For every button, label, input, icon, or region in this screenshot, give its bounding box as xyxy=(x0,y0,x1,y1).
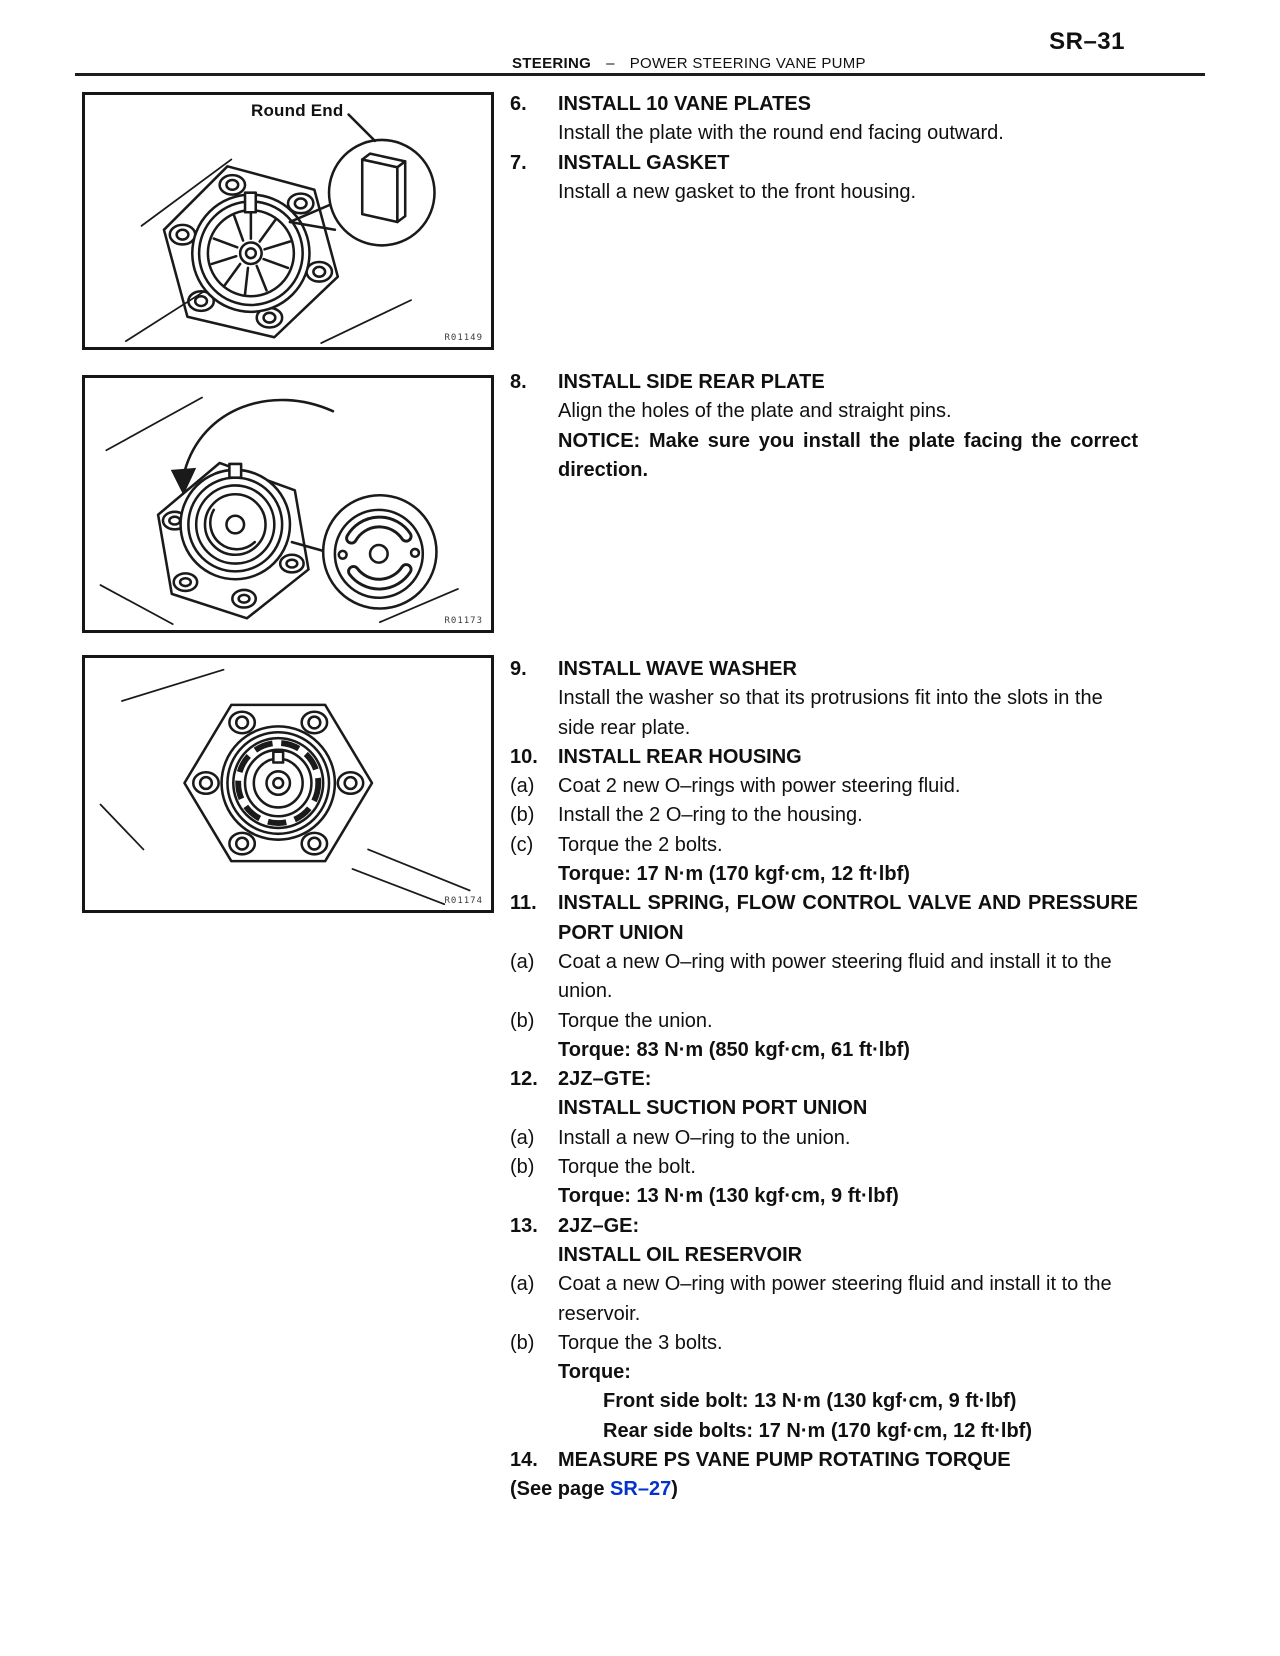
instruction-text: Align the holes of the plate and straight pins. xyxy=(558,400,952,423)
sub-step-text-line xyxy=(510,831,1138,860)
sub-step-text: Coat a new O–ring with power steering fluid and install it to the union. xyxy=(558,950,1112,1003)
sub-step-text: Coat 2 new O–rings with power steering fluid. xyxy=(558,775,961,798)
step-number: 11. xyxy=(510,892,537,915)
page-link-sr27[interactable]: SR–27 xyxy=(610,1478,672,1501)
step-heading: INSTALL WAVE WASHER xyxy=(558,658,797,680)
sub-step-text: Install the 2 O–ring to the housing. xyxy=(558,804,863,827)
see-page-text: ) xyxy=(671,1478,678,1501)
sub-step-text-line xyxy=(510,1329,1138,1358)
step-heading-line xyxy=(510,90,1138,119)
step-number: (b) xyxy=(510,1009,535,1032)
step-heading: INSTALL GASKET xyxy=(558,151,730,174)
figure-code: R01149 xyxy=(444,333,483,343)
notice-text: NOTICE: Make sure you install the plate facing the correct direction. xyxy=(558,429,1138,481)
torque-spec-line xyxy=(510,1182,1138,1211)
page-number: SR–31 xyxy=(1049,28,1125,55)
sub-step-text-line xyxy=(510,948,1138,1007)
sub-step-text-line xyxy=(510,801,1138,830)
sub-step-text-line xyxy=(510,1124,1138,1153)
text-block-3 xyxy=(510,655,1138,1505)
step-number: (a) xyxy=(510,950,535,973)
instruction-text: Install a new gasket to the front housing. xyxy=(558,180,916,203)
breadcrumb xyxy=(512,55,866,72)
step-heading-line xyxy=(510,1212,1138,1241)
sub-step-text: Torque the 2 bolts. xyxy=(558,833,723,856)
instruction-text-line xyxy=(510,119,1138,148)
torque-spec-detail: Front side bolt: 13 N·m (130 kgf·cm, 9 ft·lbf) xyxy=(603,1390,1017,1413)
torque-spec: Torque: 17 N·m (170 kgf·cm, 12 ft·lbf) xyxy=(558,863,910,886)
figure-vane-plates xyxy=(82,92,494,350)
wave-washer-illustration xyxy=(85,658,491,910)
sub-step-text: Install a new O–ring to the union. xyxy=(558,1126,851,1149)
step-heading: INSTALL SPRING, FLOW CONTROL VALVE AND PRESSURE PORT UNION xyxy=(558,892,1138,944)
instruction-text-line xyxy=(510,397,1138,426)
instruction-text-line xyxy=(510,178,1138,207)
figure-code: R01173 xyxy=(444,616,483,626)
step-number: 8. xyxy=(510,371,527,393)
figure-wave-washer xyxy=(82,655,494,913)
step-heading-line xyxy=(510,368,1138,397)
step-heading-line xyxy=(510,1065,1138,1094)
step-heading-continued-line xyxy=(510,1094,1138,1123)
torque-spec: Torque: xyxy=(558,1361,631,1384)
torque-spec: Torque: 13 N·m (130 kgf·cm, 9 ft·lbf) xyxy=(558,1185,899,1208)
step-number: (b) xyxy=(510,804,535,827)
figure-side-rear-plate xyxy=(82,375,494,633)
step-heading: 2JZ–GE: xyxy=(558,1214,640,1237)
step-number: (a) xyxy=(510,1273,535,1296)
notice-text-line xyxy=(510,427,1138,486)
step-number: 6. xyxy=(510,93,527,115)
breadcrumb-dash: – xyxy=(606,55,615,72)
step-heading: MEASURE PS VANE PUMP ROTATING TORQUE xyxy=(558,1449,1011,1472)
sub-step-text-line xyxy=(510,1270,1138,1329)
step-heading-continued: INSTALL SUCTION PORT UNION xyxy=(558,1097,868,1120)
step-number: 9. xyxy=(510,658,527,680)
step-heading-line xyxy=(510,743,1138,772)
step-heading: 2JZ–GTE: xyxy=(558,1068,652,1091)
step-heading-line xyxy=(510,655,1138,684)
section-title: STEERING xyxy=(512,55,592,72)
figure-code: R01174 xyxy=(444,896,483,906)
torque-spec-line xyxy=(510,1036,1138,1065)
torque-spec-detail-line xyxy=(510,1417,1138,1446)
torque-spec-detail: Rear side bolts: 17 N·m (170 kgf·cm, 12 ft·lbf) xyxy=(603,1419,1032,1442)
step-number: (a) xyxy=(510,775,535,798)
step-heading-line xyxy=(510,1446,1138,1475)
step-heading: INSTALL 10 VANE PLATES xyxy=(558,93,811,115)
step-heading-line xyxy=(510,889,1138,948)
sub-step-text: Coat a new O–ring with power steering fluid and install it to the reservoir. xyxy=(558,1273,1112,1325)
text-block-2 xyxy=(510,368,1138,485)
torque-spec: Torque: 83 N·m (850 kgf·cm, 61 ft·lbf) xyxy=(558,1038,910,1061)
torque-spec-line xyxy=(510,1358,1138,1387)
step-number: 10. xyxy=(510,745,538,768)
step-heading-continued-line xyxy=(510,1241,1138,1270)
step-number: (b) xyxy=(510,1156,535,1179)
sub-step-text-line xyxy=(510,1153,1138,1182)
instruction-text: Install the plate with the round end facing outward. xyxy=(558,122,1004,145)
step-heading: INSTALL SIDE REAR PLATE xyxy=(558,371,825,393)
see-page-text: (See page xyxy=(510,1478,611,1501)
instruction-text-line xyxy=(510,684,1138,743)
torque-spec-line xyxy=(510,860,1138,889)
step-number: 7. xyxy=(510,151,527,174)
step-heading-line xyxy=(510,149,1138,178)
sub-step-text: Torque the union. xyxy=(558,1009,713,1032)
instruction-text: Install the washer so that its protrusions fit into the slots in the side rear plate. xyxy=(558,687,1103,739)
text-block-1 xyxy=(510,90,1138,207)
step-number: 14. xyxy=(510,1449,538,1472)
step-number: 12. xyxy=(510,1068,538,1091)
step-heading-continued: INSTALL OIL RESERVOIR xyxy=(558,1243,803,1266)
step-number: (c) xyxy=(510,833,534,856)
sub-step-text-line xyxy=(510,772,1138,801)
subsection-title: POWER STEERING VANE PUMP xyxy=(629,55,866,72)
pump-rotor-illustration xyxy=(85,95,491,347)
header-rule xyxy=(75,73,1205,76)
side-rear-plate-illustration xyxy=(85,378,491,630)
figure-callout-label: Round End xyxy=(251,101,344,120)
step-heading: INSTALL REAR HOUSING xyxy=(558,745,802,768)
sub-step-text: Torque the bolt. xyxy=(558,1156,696,1179)
torque-spec-detail-line xyxy=(510,1387,1138,1416)
step-number: (b) xyxy=(510,1331,535,1354)
see-page-reference-line xyxy=(510,1475,1138,1504)
step-number: (a) xyxy=(510,1126,535,1149)
sub-step-text-line xyxy=(510,1007,1138,1036)
step-number: 13. xyxy=(510,1214,538,1237)
sub-step-text: Torque the 3 bolts. xyxy=(558,1331,723,1354)
